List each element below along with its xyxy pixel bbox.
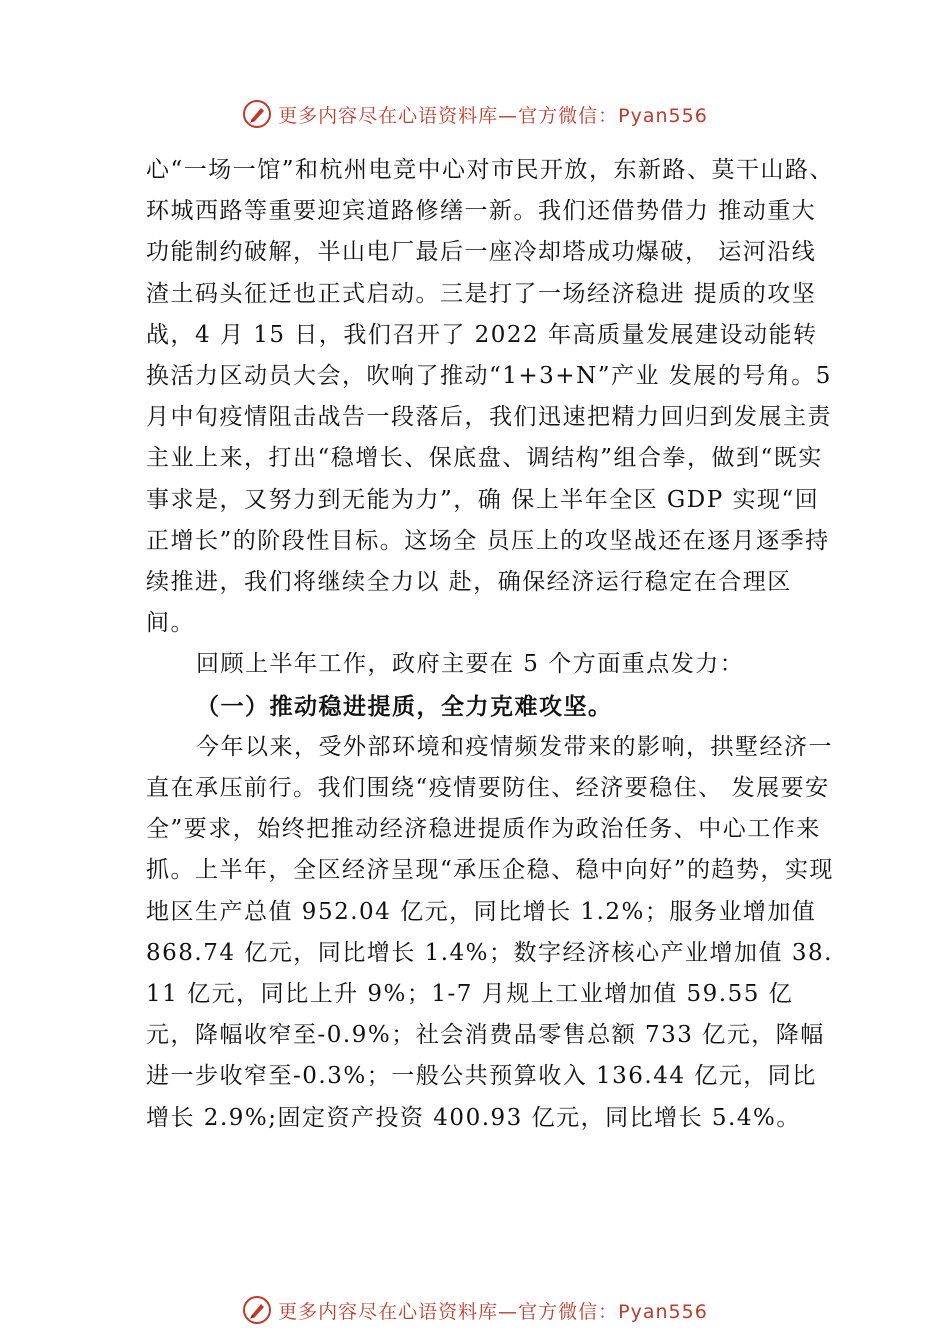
- pen-seal-logo-icon: [242, 1295, 272, 1325]
- header-banner-text: 更多内容尽在心语资料库—官方微信：Pyan556: [278, 104, 708, 127]
- document-body: [146, 150, 836, 1139]
- footer-banner: [0, 1290, 950, 1330]
- header-banner: [0, 94, 950, 134]
- paragraph-economy: 今年以来，受外部环境和疫情频发带来的影响，拱墅经济一直在承压前行。我们围绕“疫情要防住、经济要稳住、 发展要安全”要求，始终把推动经济稳进提质作为政治任务、中心工作来抓。上半年，全区经济呈现“承压企稳、稳中向好”的趋势，实现地区生产总值 952.04 亿元，同比增长 1.2%；服务业增加值 868.74 亿元，同比增长 1.4%；数字经济核心产业增加值 38.11 亿元，同比上升 9%；1-7 月规上工业增加值 59.55 亿元，降幅收窄至-0.9%；社会消费品零售总额 733 亿元，降幅进一步收窄至-0.3%；一般公共预算收入 136.44 亿元，同比增长 2.9%;固定资产投资 400.93 亿元，同比增长 5.4%。: [146, 733, 835, 1131]
- paragraph-review-intro: 回顾上半年工作，政府主要在 5 个方面重点发力：: [196, 651, 745, 678]
- footer-banner-text: 更多内容尽在心语资料库—官方微信：Pyan556: [278, 1300, 708, 1323]
- paragraph-continuation: 心“一场一馆”和杭州电竞中心对市民开放，东新路、莫干山路、环城西路等重要迎宾道路修缮一新。我们还借势借力 推动重大功能制约破解，半山电厂最后一座冷却塔成功爆破， 运河沿线渣土码头征迁也正式启动。三是打了一场经济稳进 提质的攻坚战，4 月 15 日，我们召开了 2022 年高质量发展建设动能转换活力区动员大会，吹响了推动“1+3+N”产业 发展的号角。5 月中旬疫情阻击战告一段落后，我们迅速把精力回归到发展主责主业上来，打出“稳增长、保底盘、调结构”组合拳，做到“既实事求是，又努力到无能为力”，确 保上半年全区 GDP 实现“回正增长”的阶段性目标。这场全 员压上的攻坚战还在逐月逐季持续推进，我们将继续全力以 赴，确保经济运行稳定在合理区间。: [146, 157, 835, 637]
- pen-seal-logo-icon: [242, 99, 272, 129]
- section-heading-1: （一）推动稳进提质，全力克难攻坚。: [196, 692, 613, 720]
